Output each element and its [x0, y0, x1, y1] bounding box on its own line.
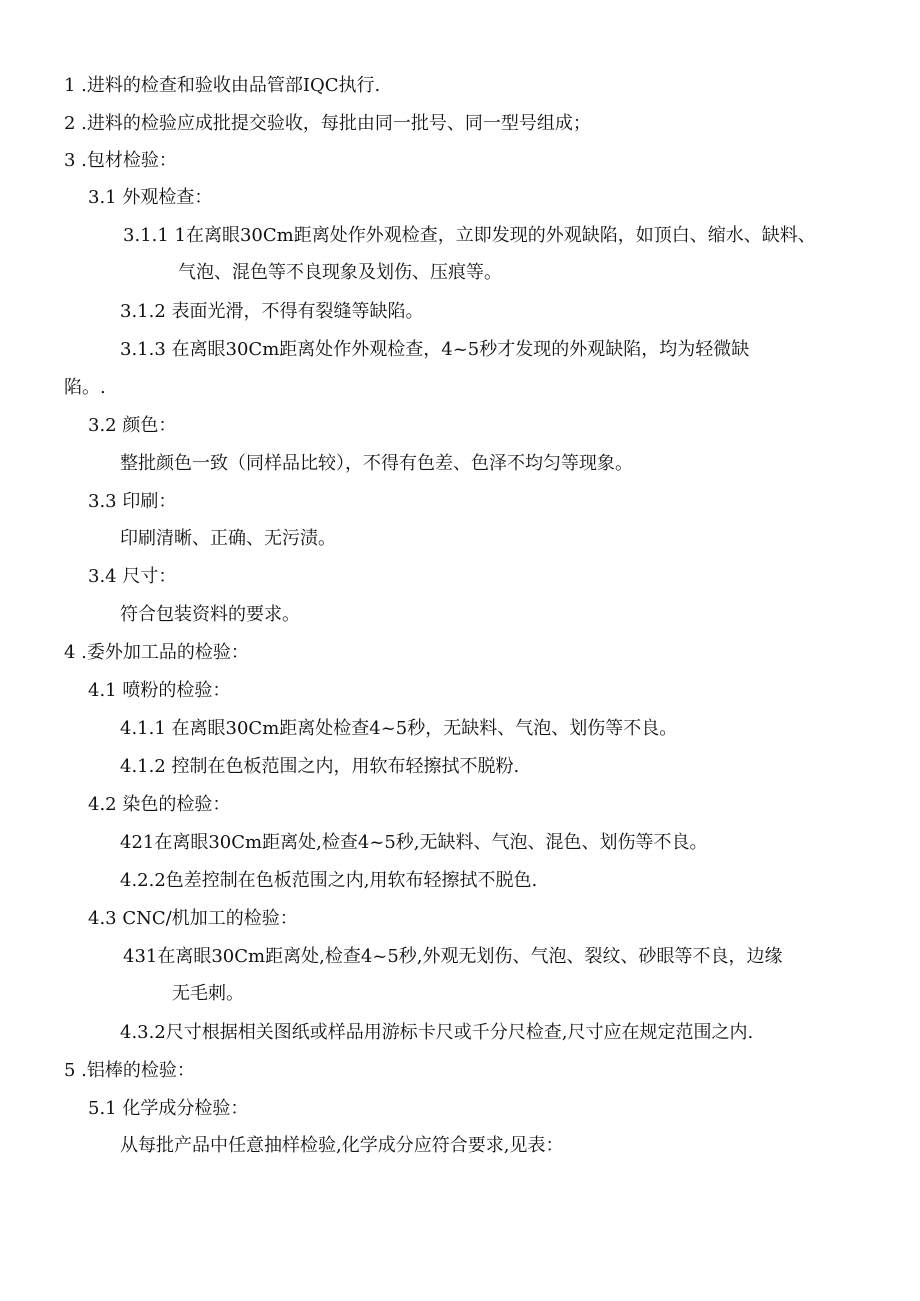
item-4-1-1: 4.1.1 在离眼30Cm距离处检查4~5秒，无缺料、气泡、划伤等不良。: [120, 718, 678, 739]
item-3-3-heading: 3.3 印刷：: [88, 491, 177, 512]
item-5-1-body: 从每批产品中任意抽样检验,化学成分应符合要求,见表：: [120, 1135, 564, 1156]
item-3-1-3-line-2: 陷。.: [64, 377, 106, 398]
item-4-3-heading: 4.3 CNC/机加工的检验：: [88, 908, 298, 929]
item-3-1-2: 3.1.2 表面光滑，不得有裂缝等缺陷。: [120, 301, 424, 322]
item-3-heading: 3 .包材检验：: [64, 150, 177, 171]
item-4-heading: 4 .委外加工品的检验：: [64, 642, 249, 663]
item-5-heading: 5 .铝棒的检验：: [64, 1060, 195, 1081]
item-4-2-heading: 4.2 染色的检验：: [88, 794, 231, 815]
item-4-1-2: 4.1.2 控制在色板范围之内，用软布轻擦拭不脱粉.: [120, 756, 520, 777]
item-1: 1 .进料的检查和验收由品管部IQC执行.: [64, 75, 381, 96]
item-3-4-heading: 3.4 尺寸：: [88, 566, 177, 587]
item-4-1-heading: 4.1 喷粉的检验：: [88, 680, 231, 701]
item-3-4-body: 符合包装资料的要求。: [120, 604, 300, 625]
item-4-2-1: 421在离眼30Cm距离处,检查4~5秒,无缺料、气泡、混色、划伤等不良。: [120, 832, 708, 853]
item-4-3-2: 4.3.2尺寸根据相关图纸或样品用游标卡尺或千分尺检查,尺寸应在规定范围之内.: [120, 1022, 754, 1043]
item-2: 2 .进料的检验应成批提交验收，每批由同一批号、同一型号组成；: [64, 113, 591, 134]
item-3-2-body: 整批颜色一致（同样品比较），不得有色差、色泽不均匀等现象。: [120, 453, 633, 474]
item-4-3-1-line-1: 431在离眼30Cm距离处,检查4~5秒,外观无划伤、气泡、裂纹、砂眼等不良，边缘: [123, 946, 783, 967]
item-3-2-heading: 3.2 颜色：: [88, 415, 177, 436]
item-4-3-1-line-2: 无毛刺。: [172, 983, 244, 1004]
item-3-1-heading: 3.1 外观检查：: [88, 187, 213, 208]
item-3-1-3-line-1: 3.1.3 在离眼30Cm距离处作外观检查，4~5秒才发现的外观缺陷，均为轻微缺: [120, 339, 750, 360]
item-3-1-1-line-2: 气泡、混色等不良现象及划伤、压痕等。: [178, 262, 502, 283]
item-3-1-1-line-1: 3.1.1 1在离眼30Cm距离处作外观检查，立即发现的外观缺陷，如顶白、缩水、缺料、: [123, 225, 816, 246]
item-3-3-body: 印刷清晰、正确、无污渍。: [120, 528, 336, 549]
item-4-2-2: 4.2.2色差控制在色板范围之内,用软布轻擦拭不脱色.: [120, 870, 538, 891]
item-5-1-heading: 5.1 化学成分检验：: [88, 1098, 249, 1119]
